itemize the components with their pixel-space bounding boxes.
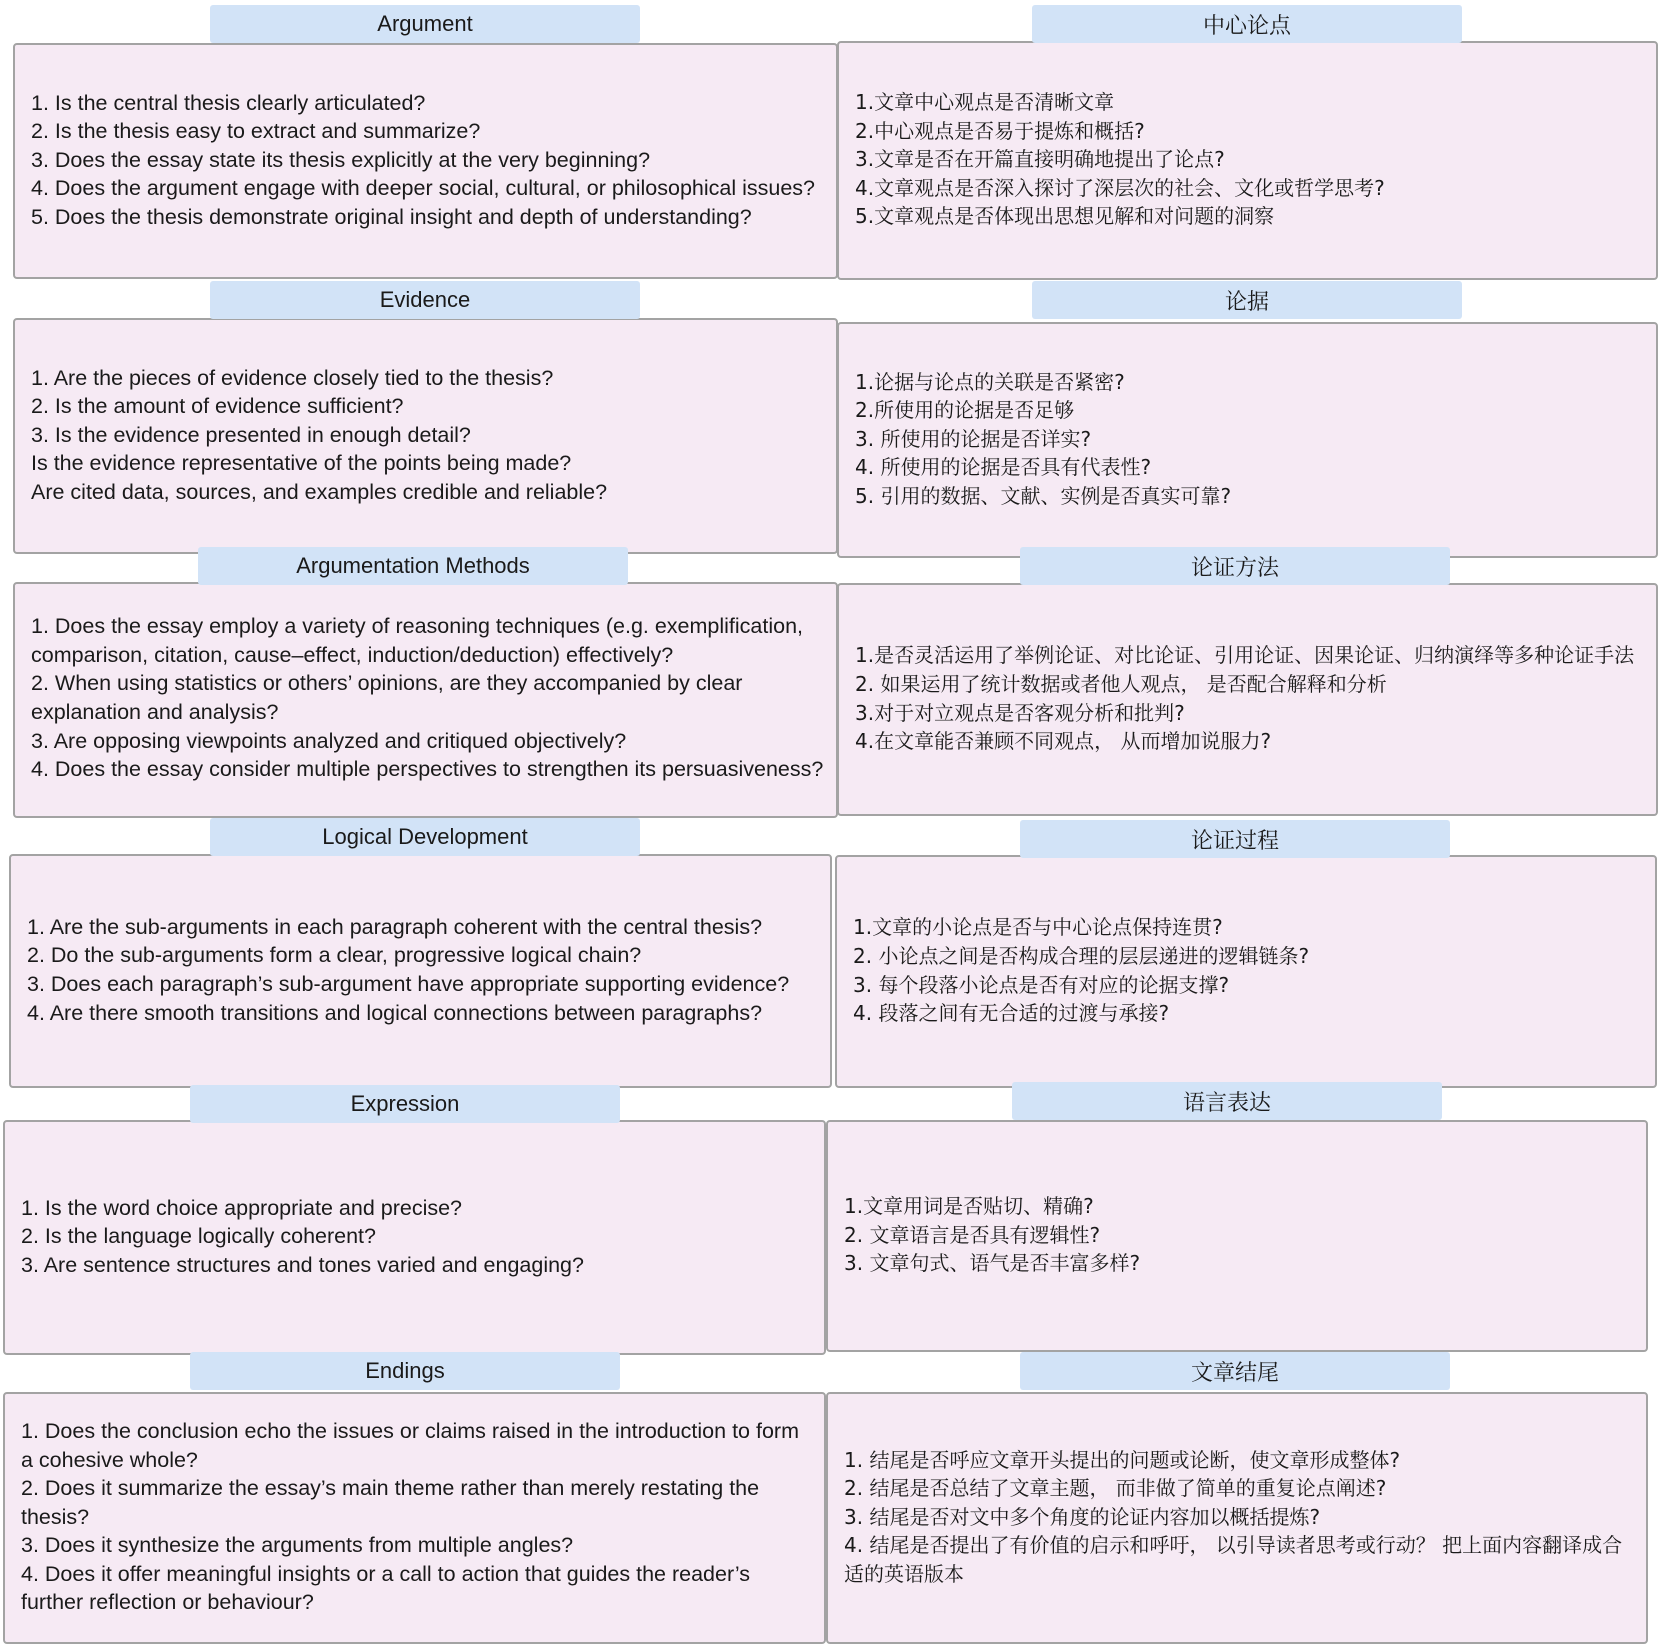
card-line: 3. Does it synthesize the arguments from multiple angles? <box>21 1533 574 1558</box>
card-line: 3.对于对立观点是否客观分析和批判? <box>855 700 1185 725</box>
card-line: 2. Is the thesis easy to extract and summarize? <box>31 119 481 144</box>
card-line: 3. Are opposing viewpoints analyzed and critiqued objectively? <box>31 728 627 753</box>
essay-ending-card <box>826 1392 1648 1644</box>
card-line: 1.文章的小论点是否与中心论点保持连贯? <box>853 915 1223 940</box>
argumentation-methods-tab <box>198 547 628 585</box>
card-line: 2.所使用的论据是否足够 <box>855 398 1075 423</box>
card-line: 1.是否灵活运用了举例论证、对比论证、引用论证、因果论证、归纳演绎等多种论证手法 <box>855 643 1635 668</box>
argument-card <box>13 43 838 279</box>
card-title: Argumentation Methods <box>296 553 530 578</box>
card-line: Are cited data, sources, and examples credible and reliable? <box>31 479 608 504</box>
card-line: 4. 段落之间有无合适的过渡与承接? <box>853 1001 1170 1026</box>
evidence-zh-tab <box>1032 281 1462 319</box>
evidence-tab <box>210 281 640 319</box>
card-line: 1. Are the sub-arguments in each paragraph coherent with the central thesis? <box>27 914 763 939</box>
card-line: 3. Does each paragraph’s sub-argument have appropriate supporting evidence? <box>27 972 790 996</box>
card-line: 1.论据与论点的关联是否紧密? <box>855 369 1125 394</box>
card-line: 5. Does the thesis demonstrate original insight and depth of understanding? <box>31 204 752 229</box>
card-line: Is the evidence representative of the points being made? <box>31 451 572 476</box>
central-thesis-tab <box>1032 5 1462 43</box>
card-line: 3.文章是否在开篇直接明确地提出了论点? <box>855 147 1225 172</box>
argumentation-methods-zh-card <box>837 583 1658 816</box>
argumentation-methods-card <box>13 582 838 818</box>
logical-development-tab <box>210 818 640 856</box>
language-expression-card <box>826 1120 1648 1352</box>
card-line: 3. Is the evidence presented in enough detail? <box>31 422 471 447</box>
card-line: 2. 如果运用了统计数据或者他人观点， 是否配合解释和分析 <box>855 671 1387 696</box>
card-line: 3. 每个段落小论点是否有对应的论据支撑? <box>853 972 1230 997</box>
card-line: 5.文章观点是否体现出思想见解和对问题的洞察 <box>855 204 1275 229</box>
card-line: 2. Does it summarize the essay’s main theme rather than merely restating the thesis? <box>21 1476 760 1529</box>
card-line: 2. 文章语言是否具有逻辑性? <box>844 1222 1101 1247</box>
expression-card <box>3 1120 826 1355</box>
card-line: 3. Does the essay state its thesis explicitly at the very beginning? <box>31 147 651 172</box>
card-title: 论证过程 <box>1190 827 1279 853</box>
card-line: 4.在文章能否兼顾不同观点， 从而增加说服力? <box>855 729 1272 754</box>
evidence-zh-card <box>837 322 1658 558</box>
card-line: 2. When using statistics or others’ opinions, are they accompanied by clear explanation and analysis? <box>31 671 743 724</box>
evidence-card <box>13 318 838 554</box>
card-title: Expression <box>350 1091 460 1116</box>
card-line: 5. 引用的数据、文献、实例是否真实可靠? <box>855 483 1232 508</box>
card-line: 2. 结尾是否总结了文章主题， 而非做了简单的重复论点阐述? <box>844 1476 1387 1501</box>
card-line: 4. Are there smooth transitions and logical connections between paragraphs? <box>27 1000 763 1025</box>
card-line: 1. Does the conclusion echo the issues or claims raised in the introduction to form a cohesive whole? <box>21 1418 799 1472</box>
card-title: 文章结尾 <box>1190 1359 1279 1385</box>
essay-ending-tab <box>1020 1352 1450 1390</box>
language-expression-tab <box>1012 1082 1442 1120</box>
endings-card <box>3 1392 826 1644</box>
card-line: 4. Does it offer meaningful insights or a call to action that guides the reader’s further reflection or behaviour? <box>21 1561 751 1615</box>
card-line: 4. Does the argument engage with deeper social, cultural, or philosophical issues? <box>31 176 816 201</box>
card-title: Evidence <box>379 287 471 312</box>
card-line: 4. 所使用的论据是否具有代表性? <box>855 455 1152 480</box>
argument-tab <box>210 5 640 43</box>
card-line: 3. 结尾是否对文中多个角度的论证内容加以概括提炼? <box>844 1504 1321 1529</box>
argument-process-tab <box>1020 820 1450 858</box>
card-line: 4. 结尾是否提出了有价值的启示和呼吁， 以引导读者思考或行动？ 把上面内容翻译成合适的英语版本 <box>844 1533 1623 1586</box>
card-line: 2. Is the language logically coherent? <box>21 1224 376 1249</box>
expression-tab <box>190 1085 620 1123</box>
logical-development-card <box>9 854 832 1088</box>
card-line: 3. 所使用的论据是否详实? <box>855 426 1092 451</box>
card-line: 2.中心观点是否易于提炼和概括? <box>855 118 1145 143</box>
card-title: Argument <box>377 11 473 36</box>
card-line: 1.文章用词是否贴切、精确? <box>844 1194 1094 1219</box>
card-title: 论据 <box>1224 288 1269 314</box>
card-line: 2. Do the sub-arguments form a clear, progressive logical chain? <box>27 943 642 968</box>
card-line: 3. Are sentence structures and tones varied and engaging? <box>21 1252 584 1277</box>
card-line: 1. Are the pieces of evidence closely tied to the thesis? <box>31 365 554 390</box>
argument-process-card <box>835 855 1657 1088</box>
card-line: 3. 文章句式、语气是否丰富多样? <box>844 1251 1141 1276</box>
card-title: Logical Development <box>322 824 528 849</box>
card-title: 中心论点 <box>1202 12 1291 38</box>
card-line: 4. Does the essay consider multiple perspectives to strengthen its persuasiveness? <box>31 757 824 782</box>
argumentation-methods-zh-tab <box>1020 547 1450 585</box>
card-title: 语言表达 <box>1182 1089 1271 1115</box>
card-line: 2. 小论点之间是否构成合理的层层递进的逻辑链条? <box>853 943 1310 968</box>
card-line: 2. Is the amount of evidence sufficient? <box>31 394 404 419</box>
card-line: 1. 结尾是否呼应文章开头提出的问题或论断，使文章形成整体? <box>844 1447 1401 1472</box>
card-line: 1. Is the central thesis clearly articulated? <box>31 90 426 115</box>
central-thesis-card <box>837 41 1658 280</box>
card-line: 1. Does the essay employ a variety of reasoning techniques (e.g. exemplification, comparison, citation, cause–effect, induction/deduction) effectively? <box>31 614 804 667</box>
endings-tab <box>190 1352 620 1390</box>
card-line: 1. Is the word choice appropriate and precise? <box>21 1195 463 1220</box>
card-title: 论证方法 <box>1190 554 1279 580</box>
card-line: 1.文章中心观点是否清晰文章 <box>855 90 1115 115</box>
card-line: 4.文章观点是否深入探讨了深层次的社会、文化或哲学思考? <box>855 175 1385 200</box>
card-title: Endings <box>365 1358 445 1383</box>
